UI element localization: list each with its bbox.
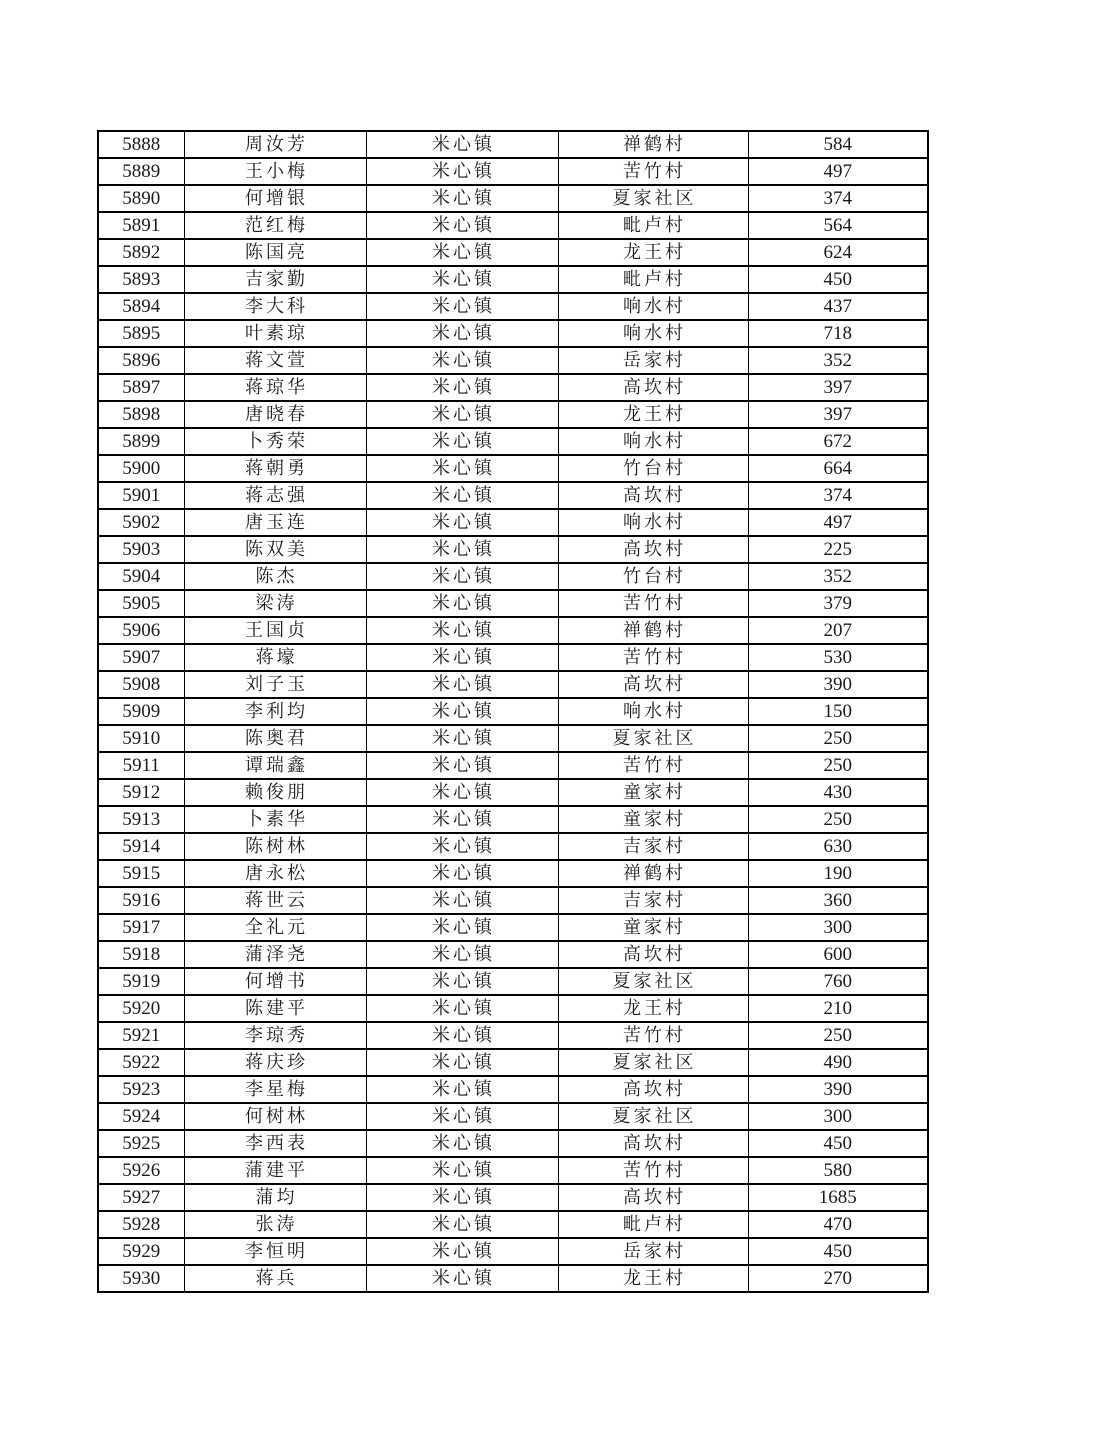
table-row [98,1022,928,1049]
cell-town: 米心镇 [366,1157,558,1184]
cell-amount: 1685 [748,1184,928,1211]
cell-town: 米心镇 [366,1049,558,1076]
table-row [98,590,928,617]
cell-village: 竹台村 [558,455,748,482]
cell-id: 5908 [98,671,184,698]
cell-id: 5922 [98,1049,184,1076]
cell-amount: 584 [748,131,928,158]
cell-amount: 450 [748,1130,928,1157]
cell-amount: 207 [748,617,928,644]
cell-village: 毗卢村 [558,1211,748,1238]
cell-id: 5917 [98,914,184,941]
cell-amount: 530 [748,644,928,671]
table-row [98,131,928,158]
cell-village: 夏家社区 [558,1049,748,1076]
cell-name: 蒲泽尧 [184,941,366,968]
cell-name: 何树林 [184,1103,366,1130]
cell-id: 5925 [98,1130,184,1157]
cell-village: 夏家社区 [558,185,748,212]
cell-name: 蒋兵 [184,1265,366,1292]
cell-name: 谭瑞鑫 [184,752,366,779]
table-body [98,131,928,1292]
cell-amount: 150 [748,698,928,725]
cell-town: 米心镇 [366,860,558,887]
cell-amount: 374 [748,482,928,509]
cell-id: 5919 [98,968,184,995]
cell-name: 蒋庆珍 [184,1049,366,1076]
cell-amount: 374 [748,185,928,212]
cell-amount: 718 [748,320,928,347]
cell-id: 5895 [98,320,184,347]
cell-id: 5921 [98,1022,184,1049]
table-row [98,617,928,644]
cell-village: 苦竹村 [558,752,748,779]
cell-village: 禅鹤村 [558,617,748,644]
cell-amount: 664 [748,455,928,482]
cell-id: 5914 [98,833,184,860]
cell-name: 李星梅 [184,1076,366,1103]
cell-town: 米心镇 [366,374,558,401]
cell-town: 米心镇 [366,239,558,266]
cell-town: 米心镇 [366,347,558,374]
table-row [98,509,928,536]
cell-town: 米心镇 [366,455,558,482]
cell-id: 5904 [98,563,184,590]
table-row [98,725,928,752]
cell-amount: 430 [748,779,928,806]
cell-amount: 190 [748,860,928,887]
cell-name: 何增书 [184,968,366,995]
cell-village: 夏家社区 [558,1103,748,1130]
cell-village: 毗卢村 [558,212,748,239]
cell-town: 米心镇 [366,428,558,455]
cell-name: 李利均 [184,698,366,725]
roster-table [97,130,929,1293]
cell-village: 苦竹村 [558,644,748,671]
cell-town: 米心镇 [366,509,558,536]
cell-id: 5924 [98,1103,184,1130]
cell-id: 5926 [98,1157,184,1184]
table-row [98,806,928,833]
cell-town: 米心镇 [366,698,558,725]
cell-town: 米心镇 [366,833,558,860]
cell-amount: 250 [748,806,928,833]
cell-id: 5909 [98,698,184,725]
cell-id: 5890 [98,185,184,212]
cell-id: 5920 [98,995,184,1022]
cell-village: 毗卢村 [558,266,748,293]
table-row [98,185,928,212]
table-row [98,374,928,401]
cell-town: 米心镇 [366,482,558,509]
cell-town: 米心镇 [366,1103,558,1130]
cell-id: 5905 [98,590,184,617]
cell-town: 米心镇 [366,536,558,563]
table-row [98,914,928,941]
cell-id: 5892 [98,239,184,266]
cell-village: 苦竹村 [558,158,748,185]
table-row [98,941,928,968]
cell-name: 唐玉连 [184,509,366,536]
table-row [98,671,928,698]
cell-id: 5902 [98,509,184,536]
cell-town: 米心镇 [366,941,558,968]
cell-town: 米心镇 [366,401,558,428]
cell-name: 何增银 [184,185,366,212]
cell-name: 陈树林 [184,833,366,860]
cell-amount: 379 [748,590,928,617]
table-row [98,995,928,1022]
table-row [98,482,928,509]
cell-village: 禅鹤村 [558,860,748,887]
cell-amount: 250 [748,725,928,752]
cell-village: 高坎村 [558,1130,748,1157]
cell-town: 米心镇 [366,320,558,347]
cell-id: 5915 [98,860,184,887]
cell-village: 龙王村 [558,401,748,428]
cell-amount: 250 [748,1022,928,1049]
cell-id: 5913 [98,806,184,833]
cell-name: 李大科 [184,293,366,320]
cell-name: 陈双美 [184,536,366,563]
cell-name: 蒋朝勇 [184,455,366,482]
cell-village: 响水村 [558,320,748,347]
table-row [98,266,928,293]
cell-village: 岳家村 [558,347,748,374]
cell-name: 范红梅 [184,212,366,239]
cell-town: 米心镇 [366,887,558,914]
cell-name: 吉家勤 [184,266,366,293]
cell-town: 米心镇 [366,1022,558,1049]
cell-amount: 672 [748,428,928,455]
cell-amount: 624 [748,239,928,266]
cell-village: 龙王村 [558,239,748,266]
cell-name: 李恒明 [184,1238,366,1265]
cell-village: 高坎村 [558,671,748,698]
cell-village: 童家村 [558,779,748,806]
table-row [98,779,928,806]
cell-name: 刘子玉 [184,671,366,698]
cell-amount: 600 [748,941,928,968]
cell-id: 5900 [98,455,184,482]
cell-name: 王小梅 [184,158,366,185]
cell-id: 5889 [98,158,184,185]
cell-name: 唐晓春 [184,401,366,428]
table-row [98,1157,928,1184]
cell-town: 米心镇 [366,779,558,806]
cell-village: 高坎村 [558,374,748,401]
cell-amount: 580 [748,1157,928,1184]
cell-amount: 450 [748,1238,928,1265]
cell-town: 米心镇 [366,212,558,239]
cell-amount: 300 [748,914,928,941]
cell-amount: 250 [748,752,928,779]
cell-village: 竹台村 [558,563,748,590]
cell-name: 全礼元 [184,914,366,941]
table-row [98,320,928,347]
table-row [98,1184,928,1211]
cell-village: 苦竹村 [558,1022,748,1049]
cell-amount: 437 [748,293,928,320]
cell-town: 米心镇 [366,1184,558,1211]
cell-town: 米心镇 [366,644,558,671]
cell-id: 5910 [98,725,184,752]
cell-village: 吉家村 [558,833,748,860]
cell-town: 米心镇 [366,158,558,185]
cell-id: 5929 [98,1238,184,1265]
cell-id: 5898 [98,401,184,428]
cell-town: 米心镇 [366,1238,558,1265]
cell-id: 5897 [98,374,184,401]
cell-town: 米心镇 [366,671,558,698]
cell-id: 5912 [98,779,184,806]
cell-id: 5923 [98,1076,184,1103]
table-row [98,1238,928,1265]
cell-id: 5901 [98,482,184,509]
cell-amount: 630 [748,833,928,860]
table-row [98,1076,928,1103]
cell-village: 童家村 [558,806,748,833]
cell-town: 米心镇 [366,1265,558,1292]
cell-id: 5916 [98,887,184,914]
cell-id: 5906 [98,617,184,644]
cell-town: 米心镇 [366,1211,558,1238]
cell-village: 夏家社区 [558,725,748,752]
cell-id: 5928 [98,1211,184,1238]
cell-id: 5899 [98,428,184,455]
cell-name: 蒋文萱 [184,347,366,374]
cell-name: 蒋志强 [184,482,366,509]
cell-name: 卜秀荣 [184,428,366,455]
cell-town: 米心镇 [366,1130,558,1157]
table-row [98,860,928,887]
table-row [98,1130,928,1157]
table-row [98,212,928,239]
cell-town: 米心镇 [366,995,558,1022]
table-row [98,698,928,725]
table-row [98,428,928,455]
cell-id: 5907 [98,644,184,671]
cell-village: 龙王村 [558,1265,748,1292]
cell-name: 蒋琼华 [184,374,366,401]
cell-id: 5927 [98,1184,184,1211]
cell-village: 龙王村 [558,995,748,1022]
cell-town: 米心镇 [366,752,558,779]
table-row [98,293,928,320]
cell-name: 李琼秀 [184,1022,366,1049]
cell-town: 米心镇 [366,185,558,212]
cell-village: 响水村 [558,698,748,725]
cell-village: 夏家社区 [558,968,748,995]
cell-id: 5918 [98,941,184,968]
cell-amount: 300 [748,1103,928,1130]
cell-id: 5894 [98,293,184,320]
cell-id: 5891 [98,212,184,239]
cell-village: 响水村 [558,509,748,536]
table-row [98,752,928,779]
cell-amount: 397 [748,374,928,401]
table-row [98,1211,928,1238]
cell-town: 米心镇 [366,725,558,752]
cell-village: 苦竹村 [558,1157,748,1184]
cell-town: 米心镇 [366,131,558,158]
cell-village: 高坎村 [558,536,748,563]
cell-village: 高坎村 [558,1184,748,1211]
cell-village: 吉家村 [558,887,748,914]
table-row [98,455,928,482]
cell-amount: 360 [748,887,928,914]
cell-id: 5930 [98,1265,184,1292]
cell-name: 张涛 [184,1211,366,1238]
cell-amount: 564 [748,212,928,239]
cell-amount: 225 [748,536,928,563]
table-row [98,1049,928,1076]
cell-village: 高坎村 [558,941,748,968]
cell-name: 陈国亮 [184,239,366,266]
cell-town: 米心镇 [366,617,558,644]
cell-town: 米心镇 [366,266,558,293]
cell-amount: 352 [748,347,928,374]
table-row [98,401,928,428]
cell-amount: 390 [748,671,928,698]
cell-village: 苦竹村 [558,590,748,617]
cell-amount: 397 [748,401,928,428]
cell-name: 李西表 [184,1130,366,1157]
cell-village: 禅鹤村 [558,131,748,158]
cell-name: 周汝芳 [184,131,366,158]
table-row [98,1265,928,1292]
cell-amount: 497 [748,158,928,185]
cell-name: 陈奥君 [184,725,366,752]
cell-name: 赖俊朋 [184,779,366,806]
cell-amount: 270 [748,1265,928,1292]
table-row [98,158,928,185]
cell-town: 米心镇 [366,914,558,941]
cell-name: 陈建平 [184,995,366,1022]
cell-town: 米心镇 [366,590,558,617]
cell-town: 米心镇 [366,968,558,995]
cell-id: 5888 [98,131,184,158]
cell-village: 童家村 [558,914,748,941]
table-row [98,536,928,563]
cell-amount: 390 [748,1076,928,1103]
cell-town: 米心镇 [366,293,558,320]
cell-town: 米心镇 [366,806,558,833]
cell-name: 蒋壕 [184,644,366,671]
cell-name: 蒲建平 [184,1157,366,1184]
table-row [98,239,928,266]
cell-amount: 210 [748,995,928,1022]
cell-amount: 490 [748,1049,928,1076]
cell-name: 卜素华 [184,806,366,833]
cell-village: 响水村 [558,293,748,320]
cell-town: 米心镇 [366,1076,558,1103]
table-row [98,833,928,860]
cell-town: 米心镇 [366,563,558,590]
cell-amount: 450 [748,266,928,293]
table-row [98,1103,928,1130]
cell-village: 高坎村 [558,1076,748,1103]
cell-name: 蒋世云 [184,887,366,914]
table-row [98,644,928,671]
cell-name: 梁涛 [184,590,366,617]
table-row [98,563,928,590]
cell-id: 5911 [98,752,184,779]
cell-amount: 352 [748,563,928,590]
cell-amount: 497 [748,509,928,536]
table-row [98,887,928,914]
cell-village: 响水村 [558,428,748,455]
cell-amount: 470 [748,1211,928,1238]
cell-village: 岳家村 [558,1238,748,1265]
cell-id: 5903 [98,536,184,563]
cell-village: 高坎村 [558,482,748,509]
cell-name: 叶素琼 [184,320,366,347]
table-row [98,968,928,995]
table-row [98,347,928,374]
cell-name: 蒲均 [184,1184,366,1211]
cell-id: 5893 [98,266,184,293]
cell-name: 陈杰 [184,563,366,590]
cell-name: 王国贞 [184,617,366,644]
cell-name: 唐永松 [184,860,366,887]
cell-id: 5896 [98,347,184,374]
cell-amount: 760 [748,968,928,995]
